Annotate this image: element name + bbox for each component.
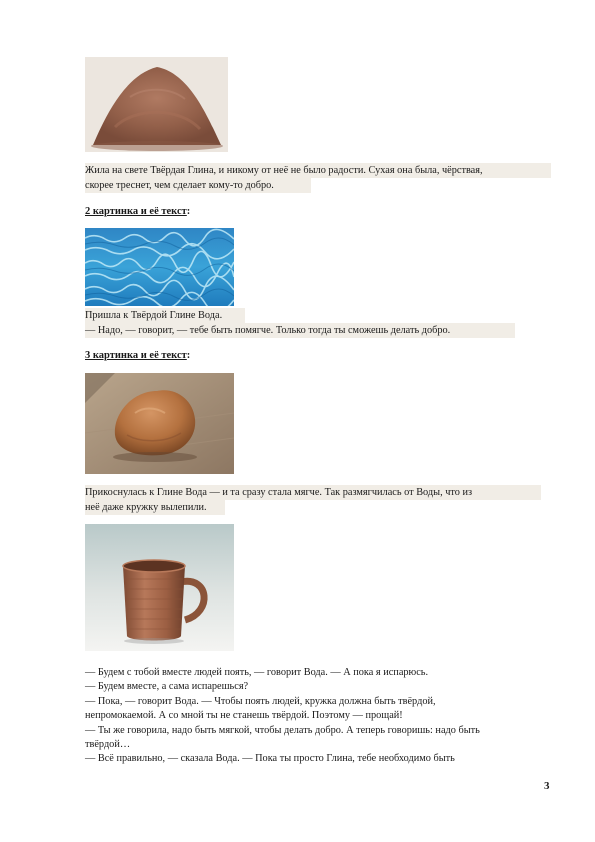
heading-2-text: 2 картинка и её текст: [85, 206, 187, 217]
clay-mug-image: [85, 524, 234, 651]
paragraph-2: [85, 308, 515, 338]
heading-2-suffix: :: [186, 206, 191, 217]
page-number: 3: [544, 780, 550, 792]
paragraph-3-line-2: неё даже кружку вылепили.: [85, 500, 225, 515]
dialog-line: — Будем с тобой вместе людей поять, — говорит Вода. — А пока я испарюсь.: [85, 667, 429, 678]
wet-clay-lump-image: [85, 373, 234, 474]
paragraph-3: [85, 485, 541, 515]
heading-3-suffix: :: [186, 350, 191, 361]
dialog-line: — Всё правильно, — сказала Вода. — Пока ты просто Глина, тебе необходимо быть: [85, 753, 455, 765]
dialog-line: — Будем вместе, а сама испарешься?: [85, 681, 249, 693]
heading-image-2: [85, 206, 190, 217]
water-image: [85, 228, 234, 306]
dialog-line: твёрдой…: [85, 739, 131, 751]
paragraph-1-line-2: скорее треснет, чем сделает кому-то добро.: [85, 178, 311, 193]
paragraph-1: [85, 163, 551, 193]
heading-3-text: 3 картинка и её текст: [85, 350, 187, 361]
heading-image-3: [85, 350, 190, 361]
clay-powder-image: [85, 57, 228, 152]
paragraph-3-line-1: Прикоснулась к Глине Вода — и та сразу стала мягче. Так размягчилась от Воды, что из: [85, 485, 541, 500]
dialog-line: — Пока, — говорит Вода. — Чтобы поять людей, кружка должна быть твёрдой,: [85, 695, 436, 707]
paragraph-2-line-1: Пришла к Твёрдой Глине Вода.: [85, 308, 245, 323]
dialog-line: — Ты же говорила, надо быть мягкой, чтобы делать добро. А теперь говоришь: надо быть: [85, 724, 480, 736]
paragraph-2-line-2: — Надо, — говорит, — тебе быть помягче. Только тогда ты сможешь делать добро.: [85, 323, 515, 338]
dialog-text: [85, 666, 480, 767]
dialog-line: непромокаемой. А со мной ты не станешь твёрдой. Поэтому — прощай!: [85, 710, 403, 722]
paragraph-1-line-1: Жила на свете Твёрдая Глина, и никому от неё не было радости. Сухая она была, чёрствая,: [85, 163, 551, 178]
